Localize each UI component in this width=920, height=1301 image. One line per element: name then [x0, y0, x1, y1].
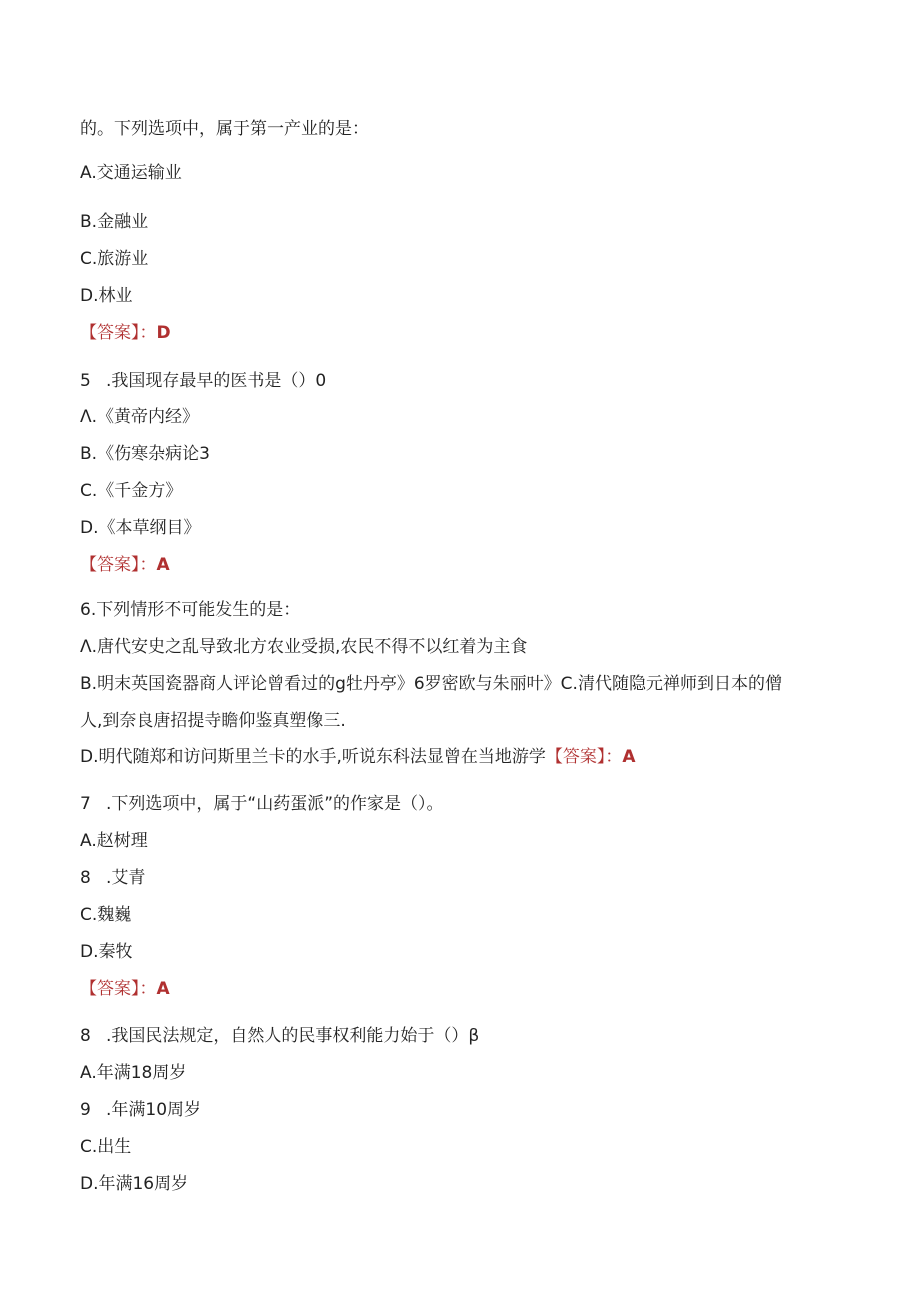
question-text: .我国现存最早的医书是（）0: [106, 371, 327, 391]
answer-label: 【答案】：: [545, 747, 623, 767]
option-c-continuation: 人,到奈良唐招提寺瞻仰鉴真塑像三.: [80, 711, 346, 731]
option-b-and-c: B.明末英国瓷器商人评论曾看过的g牡丹亭》6罗密欧与朱丽叶》C.清代随隐元禅师到日本的僧: [80, 674, 782, 694]
option-number: 9: [80, 1100, 91, 1120]
answer-label: 【答案】：: [80, 555, 157, 575]
option-b: B.金融业: [80, 212, 149, 232]
answer-value: A: [156, 979, 170, 999]
option-a: A.年满18周岁: [80, 1063, 187, 1083]
question-text: .我国民法规定，自然人的民事权利能力始于（）β: [106, 1026, 480, 1046]
option-d: D.年满16周岁: [80, 1174, 189, 1194]
option-a: A.交通运输业: [80, 163, 182, 183]
answer-line: [80, 978, 170, 1000]
question-6: 6.下列情形不可能发生的是：: [80, 600, 301, 620]
answer-label: 【答案】：: [80, 323, 157, 343]
option-text: .年满10周岁: [106, 1100, 202, 1120]
answer-label: 【答案】：: [80, 979, 157, 999]
answer-value: A: [622, 747, 636, 767]
question-8: [80, 1025, 479, 1047]
answer-line: [80, 322, 171, 344]
option-a: A.赵树理: [80, 831, 148, 851]
question-7: [80, 793, 444, 815]
answer-line: [80, 554, 170, 576]
option-d-with-answer: [80, 746, 636, 768]
question-number: 7: [80, 794, 91, 814]
option-d: D.秦牧: [80, 942, 133, 962]
question-number: 5: [80, 371, 91, 391]
option-b: [80, 867, 145, 889]
question-5: [80, 370, 326, 392]
question-text-continuation: 的。下列选项中，属于第一产业的是：: [80, 119, 369, 139]
option-a: Λ.唐代安史之乱导致北方农业受损,农民不得不以红着为主食: [80, 637, 528, 657]
option-a: Λ.《黄帝内经》: [80, 407, 200, 427]
option-c: C.《千金方》: [80, 481, 183, 501]
question-text: .下列选项中，属于“山药蛋派”的作家是（）。: [106, 794, 444, 814]
option-d: D.《本草纲目》: [80, 518, 201, 538]
option-b: [80, 1099, 201, 1121]
option-number: 8: [80, 868, 91, 888]
option-c: C.出生: [80, 1137, 132, 1157]
option-c: C.旅游业: [80, 249, 149, 269]
question-number: 8: [80, 1026, 91, 1046]
option-d: D.林业: [80, 286, 133, 306]
option-text: .艾青: [106, 868, 146, 888]
answer-value: D: [156, 323, 171, 343]
answer-value: A: [156, 555, 170, 575]
option-c: C.魏巍: [80, 905, 132, 925]
option-b: B.《伤寒杂病论3: [80, 444, 210, 464]
option-d: D.明代随郑和访问斯里兰卡的水手,听说东科法显曾在当地游学: [80, 747, 546, 767]
